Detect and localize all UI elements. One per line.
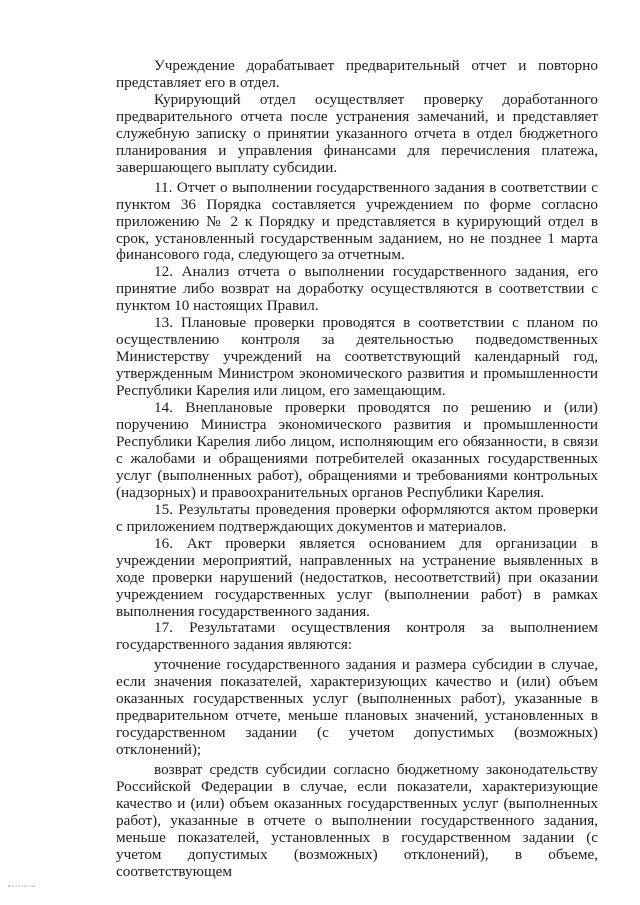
paragraph-return-report: Учреждение дорабатывает предварительный отчет и повторно представляет его в отдел.: [116, 57, 598, 91]
paragraph-result-clarification: уточнение государственного задания и размера субсидии в случае, если значения показателей, характеризующих качество и (или) объем оказанных государственных услуг (выполненных работ), указанные в предварительном отчете, меньше плановых значений, установленных в государственном задании (с учетом допустимых (возможных) отклонений);: [116, 656, 598, 759]
paragraph-14: 14. Внеплановые проверки проводятся по решению и (или) поручению Министра экономического развития и промышленности Республики Карелия либо лицом, исполняющим его обязанности, в связи с жалобами и обращениями потребителей оказанных государственных услуг (выполненных работ), обращениями и требованиями контрольных (надзорных) и правоохранительных органов Республики Карелия.: [116, 399, 598, 501]
paragraph-16: 16. Акт проверки является основанием для организации в учреждении мероприятий, направленных на устранение выявленных в ходе проверки нарушений (недостатков, несоответствий) при оказании учреждением государственных услуг (выполнении работ) в рамках выполнения государственного задания.: [116, 534, 598, 620]
footer-mark: Rrrrrrrrrrrrr xxx: [8, 884, 36, 888]
paragraph-17: 17. Результатами осуществления контроля за выполнением государственного задания являются:: [116, 619, 598, 654]
paragraph-department-check: Курирующий отдел осуществляет проверку доработанного предварительного отчета после устранения замечаний, и представляет служебную записку о принятии указанного отчета в отдел бюджетного планирования и управления финансами для перечисления платежа, завершающего выплату субсидии.: [116, 90, 598, 176]
paragraph-12: 12. Анализ отчета о выполнении государственного задания, его принятие либо возврат на доработку осуществляются в соответствии с пунктом 10 настоящих Правил.: [116, 263, 598, 315]
paragraph-15: 15. Результаты проведения проверки оформляются актом проверки с приложением подтверждающих документов и материалов.: [116, 500, 598, 535]
paragraph-11: 11. Отчет о выполнении государственного задания в соответствии с пунктом 36 Порядка составляется учреждением по форме согласно приложению № 2 к Порядку и представляется в курирующий отдел в срок, установленный государственным заданием, но не позднее 1 марта финансового года, следующего за отчетным.: [116, 178, 598, 264]
paragraph-13: 13. Плановые проверки проводятся в соответствии с планом по осуществлению контроля за деятельностью подведомственных Министерству учреждений на соответствующий календарный год, утвержденным Министром экономического развития и промышленности Республики Карелия или лицом, его замещающим.: [116, 314, 598, 400]
paragraph-result-return: возврат средств субсидии согласно бюджетному законодательству Российской Федерации в случае, если показатели, характеризующие качество и (или) объем оказанных государственных услуг (выполненных работ), указанные в отчете о выполнении государственного задания, меньше показателей, установленных в государственном задании (с учетом допустимых (возможных) отклонений), в объеме, соответствующем: [116, 761, 598, 880]
document-body: [116, 58, 598, 881]
